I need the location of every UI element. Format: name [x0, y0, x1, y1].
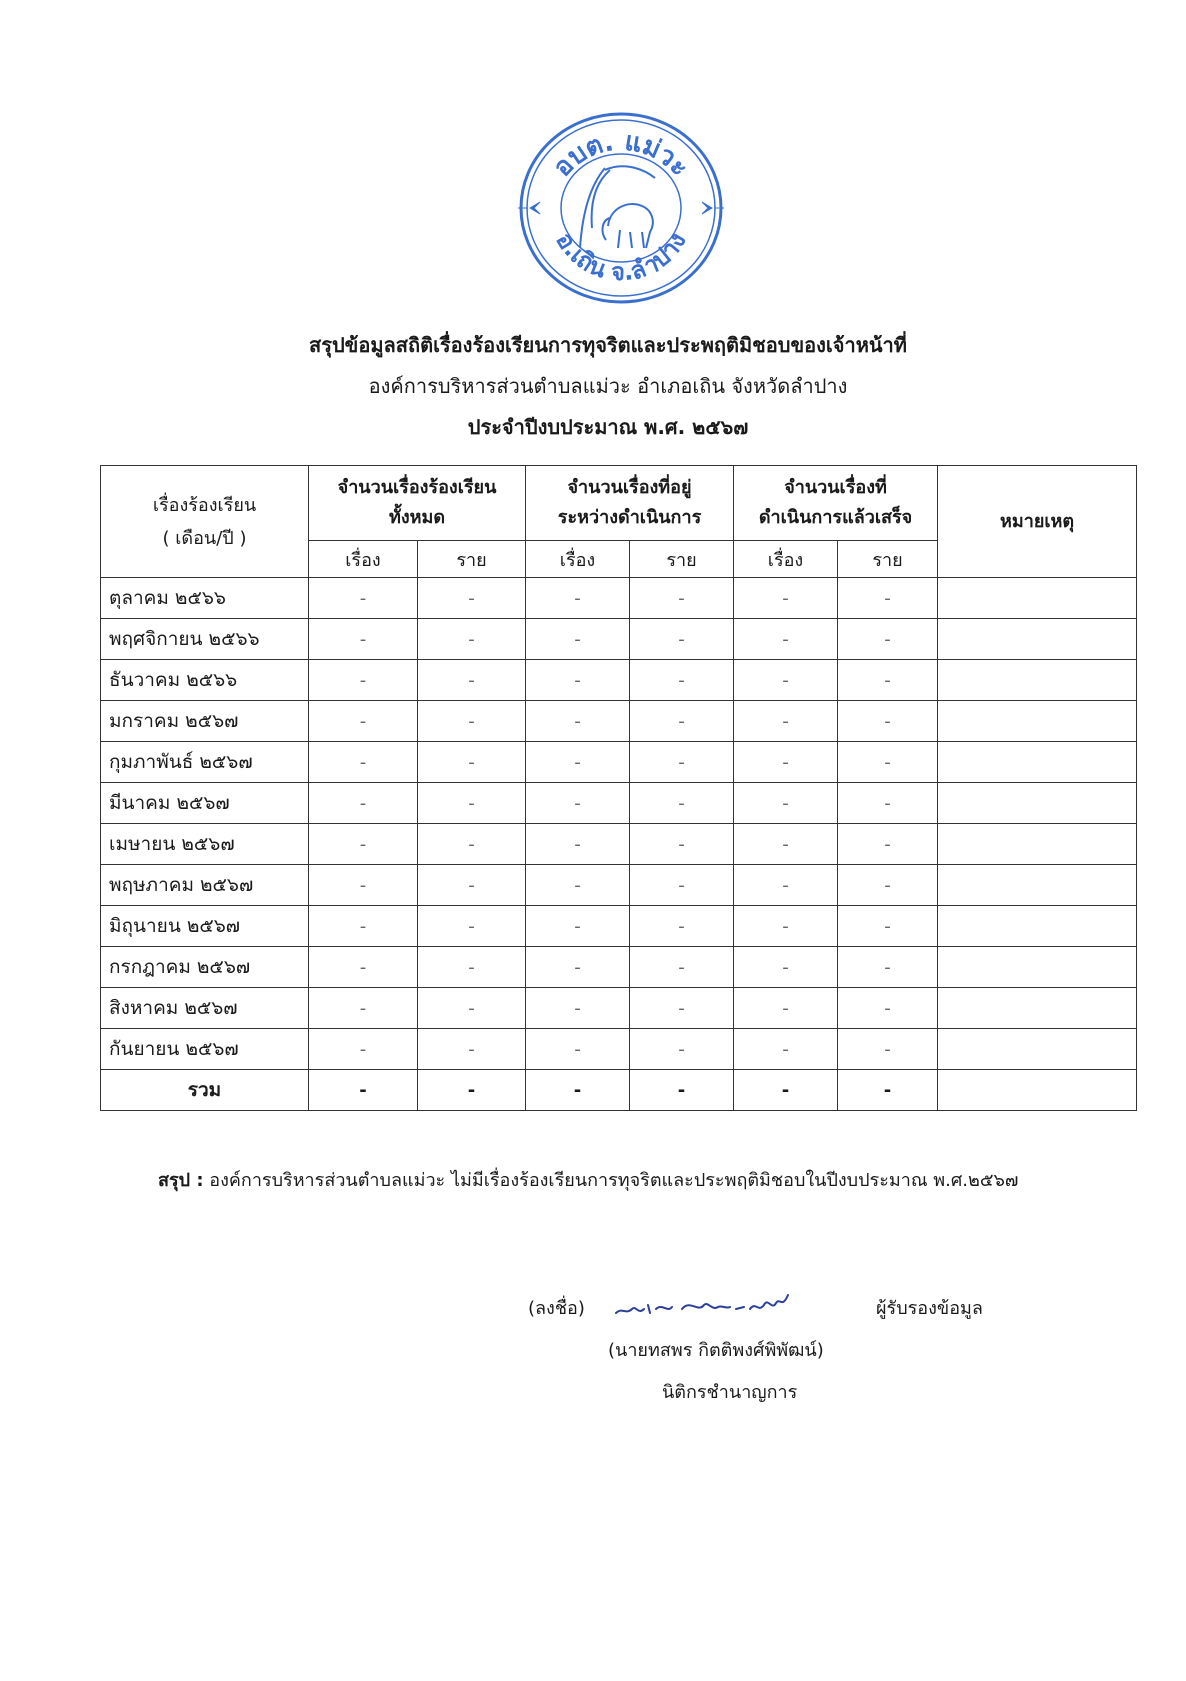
table-row [101, 783, 1137, 824]
header-pending: จำนวนเรื่องที่อยู่ ระหว่างดำเนินการ [526, 466, 734, 541]
cell-value: - [418, 578, 526, 619]
month-cell: กันยายน ๒๕๖๗ [101, 1029, 309, 1070]
cell-value: - [526, 865, 630, 906]
cell-value: - [838, 824, 938, 865]
svg-text:อ.เถิน จ.ลำปาง [550, 227, 691, 286]
cell-value: - [838, 906, 938, 947]
cell-value: - [309, 701, 418, 742]
cell-value: - [734, 578, 838, 619]
cell-value: - [526, 988, 630, 1029]
cell-value: - [734, 660, 838, 701]
cell-value: - [630, 1070, 734, 1111]
header-total: จำนวนเรื่องร้องเรียน ทั้งหมด [309, 466, 526, 541]
month-cell: มิถุนายน ๒๕๖๗ [101, 906, 309, 947]
month-cell: เมษายน ๒๕๖๗ [101, 824, 309, 865]
summary-label: สรุป : [158, 1170, 204, 1191]
cell-value: - [309, 906, 418, 947]
cell-value: - [526, 824, 630, 865]
cell-value: - [526, 619, 630, 660]
subheader-story: เรื่อง [526, 541, 630, 578]
month-cell: ตุลาคม ๒๕๖๖ [101, 578, 309, 619]
total-row [101, 1070, 1137, 1111]
month-cell: พฤศจิกายน ๒๕๖๖ [101, 619, 309, 660]
total-label: รวม [101, 1070, 309, 1111]
cell-value: - [309, 660, 418, 701]
cell-value: - [418, 783, 526, 824]
table-row [101, 947, 1137, 988]
cell-remark [938, 742, 1137, 783]
cell-value: - [734, 783, 838, 824]
cell-remark [938, 865, 1137, 906]
cell-remark [938, 701, 1137, 742]
summary-text: องค์การบริหารส่วนตำบลแม่วะ ไม่มีเรื่องร้องเรียนการทุจริตและประพฤติมิชอบในปีงบประมาณ พ.ศ.๒๕๖๗ [209, 1170, 1019, 1191]
cell-value: - [526, 578, 630, 619]
header-complaint: เรื่องร้องเรียน ( เดือน/ปี ) [101, 466, 309, 578]
table-row [101, 906, 1137, 947]
table-row [101, 619, 1137, 660]
cell-value: - [526, 742, 630, 783]
cell-value: - [734, 1070, 838, 1111]
cell-value: - [838, 1029, 938, 1070]
cell-value: - [309, 578, 418, 619]
summary [158, 1165, 1118, 1194]
cell-value: - [418, 1070, 526, 1111]
cell-value: - [309, 619, 418, 660]
table-row [101, 865, 1137, 906]
cell-value: - [838, 619, 938, 660]
complaint-stats-table [100, 465, 1137, 1111]
signer-name: (นายทสพร กิตติพงศ์พิพัฒน์) [608, 1340, 824, 1361]
subheader-case: ราย [630, 541, 734, 578]
subheader-case: ราย [838, 541, 938, 578]
month-cell: ธันวาคม ๒๕๖๖ [101, 660, 309, 701]
cell-value: - [630, 906, 734, 947]
cell-value: - [630, 783, 734, 824]
cell-value: - [309, 865, 418, 906]
cell-value: - [630, 619, 734, 660]
seal-text-top: อบต. แม่วะ [547, 126, 695, 183]
table-row [101, 660, 1137, 701]
cell-value: - [630, 701, 734, 742]
cell-value: - [418, 1029, 526, 1070]
cell-value: - [630, 1029, 734, 1070]
subheader-story: เรื่อง [309, 541, 418, 578]
table-row [101, 578, 1137, 619]
cell-remark [938, 988, 1137, 1029]
month-cell: สิงหาคม ๒๕๖๗ [101, 988, 309, 1029]
cell-value: - [630, 947, 734, 988]
cell-value: - [630, 824, 734, 865]
cell-value: - [734, 619, 838, 660]
cell-value: - [418, 701, 526, 742]
cell-value: - [630, 988, 734, 1029]
cell-remark [938, 906, 1137, 947]
cell-value: - [838, 701, 938, 742]
month-cell: มีนาคม ๒๕๖๗ [101, 783, 309, 824]
cell-remark [938, 578, 1137, 619]
cell-value: - [526, 906, 630, 947]
month-cell: กุมภาพันธ์ ๒๕๖๗ [101, 742, 309, 783]
cell-value: - [526, 1029, 630, 1070]
cell-value: - [838, 578, 938, 619]
cell-remark [938, 1029, 1137, 1070]
cell-value: - [838, 1070, 938, 1111]
cell-value: - [838, 783, 938, 824]
subheader-story: เรื่อง [734, 541, 838, 578]
signature-block [0, 1285, 1186, 1425]
cell-value: - [309, 824, 418, 865]
header-done: จำนวนเรื่องที่ ดำเนินการแล้วเสร็จ [734, 466, 938, 541]
cell-value: - [418, 742, 526, 783]
cell-value: - [630, 578, 734, 619]
organization-line: องค์การบริหารส่วนตำบลแม่วะ อำเภอเถิน จังหวัดลำปาง [368, 374, 848, 398]
cell-value: - [838, 660, 938, 701]
cell-remark [938, 947, 1137, 988]
document-title-block [0, 325, 1186, 448]
cell-value: - [418, 660, 526, 701]
cell-value: - [838, 865, 938, 906]
table-row [101, 742, 1137, 783]
cell-value: - [630, 660, 734, 701]
cell-value: - [418, 865, 526, 906]
cell-value: - [838, 988, 938, 1029]
seal-text-bottom: อ.เถิน จ.ลำปาง [550, 227, 692, 287]
cell-value: - [734, 1029, 838, 1070]
cell-value: - [309, 1070, 418, 1111]
cell-value: - [418, 988, 526, 1029]
cell-value: - [418, 619, 526, 660]
cell-value: - [418, 947, 526, 988]
cell-value: - [526, 947, 630, 988]
cell-value: - [418, 906, 526, 947]
month-cell: พฤษภาคม ๒๕๖๗ [101, 865, 309, 906]
signer-position: นิติกรชำนาญการ [662, 1382, 798, 1403]
month-cell: มกราคม ๒๕๖๗ [101, 701, 309, 742]
cell-remark [938, 824, 1137, 865]
sign-label: (ลงชื่อ) [528, 1298, 585, 1319]
cell-remark [938, 783, 1137, 824]
cell-value: - [734, 988, 838, 1029]
month-cell: กรกฎาคม ๒๕๖๗ [101, 947, 309, 988]
signer-role: ผู้รับรองข้อมูล [876, 1298, 983, 1319]
cell-value: - [309, 1029, 418, 1070]
cell-value: - [630, 742, 734, 783]
header-remark: หมายเหตุ [938, 466, 1137, 578]
cell-value: - [734, 824, 838, 865]
cell-value: - [526, 701, 630, 742]
subheader-case: ราย [418, 541, 526, 578]
cell-value: - [418, 824, 526, 865]
cell-value: - [526, 660, 630, 701]
cell-value: - [630, 865, 734, 906]
cell-remark [938, 619, 1137, 660]
cell-value: - [309, 947, 418, 988]
cell-value: - [309, 988, 418, 1029]
fiscal-year-line: ประจำปีงบประมาณ พ.ศ. ๒๕๖๗ [467, 415, 749, 439]
cell-value: - [526, 1070, 630, 1111]
cell-value: - [309, 783, 418, 824]
cell-value: - [734, 742, 838, 783]
handwritten-signature [612, 1279, 812, 1329]
table-row [101, 701, 1137, 742]
cell-remark [938, 1070, 1137, 1111]
table-row [101, 824, 1137, 865]
cell-value: - [309, 742, 418, 783]
cell-value: - [838, 742, 938, 783]
cell-value: - [734, 947, 838, 988]
organization-seal [510, 108, 732, 308]
document-title: สรุปข้อมูลสถิติเรื่องร้องเรียนการทุจริตและประพฤติมิชอบของเจ้าหน้าที่ [309, 333, 907, 357]
cell-value: - [838, 947, 938, 988]
table-body [101, 578, 1137, 1111]
table-row [101, 1029, 1137, 1070]
cell-value: - [734, 906, 838, 947]
cell-remark [938, 660, 1137, 701]
cell-value: - [734, 865, 838, 906]
cell-value: - [734, 701, 838, 742]
cell-value: - [526, 783, 630, 824]
table-row [101, 988, 1137, 1029]
